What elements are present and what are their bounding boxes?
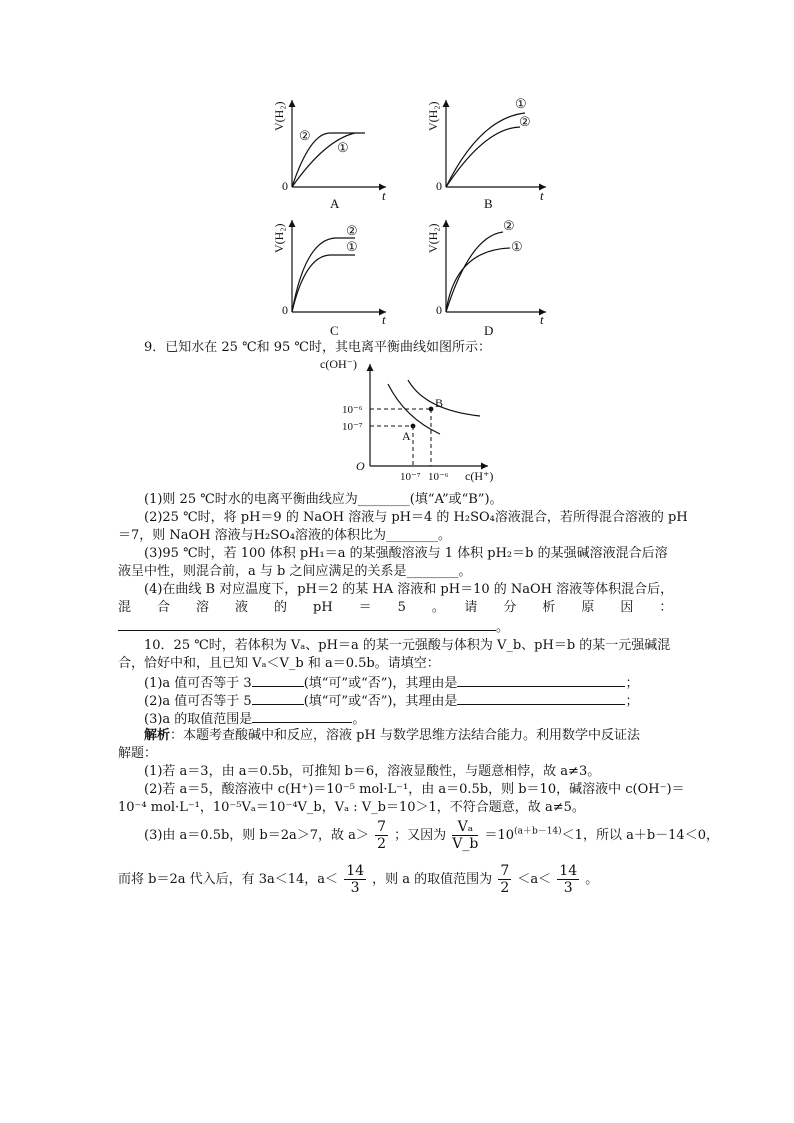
x-axis-label: t (382, 188, 386, 203)
q9-part4-answer-line: 。 (118, 617, 678, 637)
curve-2 (446, 127, 520, 187)
point-a-label: A (402, 429, 411, 443)
fraction-va-over-vb: $\frac{\text{Vₐ}}{V\_b}$ (452, 819, 479, 852)
answer-blank[interactable] (252, 673, 304, 687)
ionization-equilibrium-figure (0, 356, 794, 486)
panel-letter: B (484, 196, 493, 211)
fraction-7-over-2: $\frac{7}{2}$ (377, 819, 386, 852)
graph-panel-d (426, 218, 546, 338)
origin-label: 0 (282, 179, 288, 193)
x-axis-label: t (540, 188, 544, 203)
q9-part2-line1: (2)25 ℃时，将 pH＝9 的 NaOH 溶液与 pH＝4 的 H₂SO₄溶液混合，若所得混合溶液的 pH (144, 510, 688, 525)
curve-1-label: ① (511, 239, 523, 254)
reason-blank[interactable] (457, 691, 625, 705)
curve-1-label: ① (337, 140, 349, 155)
x-tick-low: 10⁻⁷ (400, 471, 421, 483)
point-a-marker (411, 424, 416, 429)
solution-step2-line2: 10⁻⁴ mol·L⁻¹，10⁻⁵Vₐ＝10⁻⁴V_b，Vₐ : V_b＝10＞1，不符合题意，故 a≠5。 (118, 800, 585, 815)
panel-letter: C (330, 323, 339, 338)
graph-panel-b (426, 96, 546, 211)
origin-label: 0 (436, 303, 442, 317)
analysis-label: 解析 (144, 728, 171, 743)
q9-part3-line1: (3)95 ℃时，若 100 体积 pH₁＝a 的某强酸溶液与 1 体积 pH₂＝b 的某强碱溶液混合后溶 (144, 546, 668, 561)
x-axis-label: t (540, 312, 544, 327)
q9-part4-line2: 混 合 溶 液 的 pH ＝ 5 。 请 分 析 原 因 ： (118, 600, 673, 615)
q9-part2-line2: ＝7，则 NaOH 溶液与H₂SO₄溶液的体积比为________。 (118, 528, 451, 543)
point-b-marker (429, 407, 434, 412)
x-tick-high: 10⁻⁶ (428, 471, 449, 483)
y-tick-high: 10⁻⁶ (342, 404, 363, 416)
solution-step2-line1: (2)若 a＝5，酸溶液中 c(H⁺)＝10⁻⁵ mol·L⁻¹，由 a＝0.5b，则 b＝10，碱溶液中 c(OH⁻)＝ (144, 782, 685, 797)
panel-letter: A (330, 196, 340, 211)
fraction-14-over-3: $\frac{14}{3}$ (559, 863, 578, 896)
x-axis-label: t (382, 312, 386, 327)
q9-stem: 9．已知水在 25 ℃和 95 ℃时，其电离平衡曲线如图所示： (144, 340, 491, 355)
panel-letter: D (484, 323, 494, 338)
y-axis-label: c(OH⁻) (320, 357, 357, 371)
origin-label: 0 (436, 179, 442, 193)
graph-panel-a (272, 100, 386, 211)
y-tick-low: 10⁻⁷ (342, 421, 363, 433)
curve-1 (292, 255, 355, 312)
solution-step3-line1: (3)由 a＝0.5b，则 b＝2a＞7，故 a＞ $\frac{7}{2}$ ；又因为 $\frac{\text{Vₐ}}{V\_b}$ $=10^{(a+b-14)}<1$，所以 a＋b－14＜0， (144, 819, 719, 852)
origin-label: 0 (282, 303, 288, 317)
answer-blank[interactable] (252, 709, 352, 723)
q10-stem-line2: 合，恰好中和，且已知 Vₐ＜V_b 和 a＝0.5b。请填空： (118, 656, 440, 671)
curve-2 (446, 232, 503, 312)
solution-step1: (1)若 a＝3，由 a＝0.5b，可推知 b＝6，溶液显酸性，与题意相悖，故 a≠3。 (144, 764, 601, 779)
answer-blank[interactable] (252, 691, 304, 705)
curve-1-label: ① (515, 96, 527, 111)
origin-label: O (356, 459, 365, 473)
q9-part1: (1)则 25 ℃时水的电离平衡曲线应为________(填“A”或“B”)。 (144, 492, 503, 507)
analysis-line2: 解题： (118, 746, 158, 761)
curve-1 (446, 248, 510, 312)
y-axis-label: V(H₂) (272, 101, 286, 131)
answer-blank[interactable] (118, 617, 496, 631)
curve-2-label: ② (519, 114, 531, 129)
fraction-14-over-3: $\frac{14}{3}$ (346, 863, 365, 896)
fraction-7-over-2: $\frac{7}{2}$ (500, 863, 510, 896)
solution-step3-line2: 而将 b＝2a 代入后，有 3a＜14，a＜ $\frac{14}{3}$ ，则 a 的取值范围为 $\frac{7}{2}$ ＜a＜ $\frac{14}{3}$ 。 (118, 863, 599, 896)
q9-part3-line2: 液呈中性，则混合前，a 与 b 之间应满足的关系是________。 (118, 564, 472, 579)
curve-2-label: ② (299, 128, 311, 143)
rate-graphs (0, 0, 794, 345)
y-axis-label: V(H₂) (426, 223, 440, 253)
point-b-label: B (435, 396, 444, 410)
q10-stem-line1: 10．25 ℃时，若体积为 Vₐ、pH＝a 的某一元强酸与体积为 V_b、pH＝b 的某一元强碱混 (144, 638, 671, 653)
analysis-line1: 解析：本题考查酸碱中和反应，溶液 pH 与数学思维方法结合能力。利用数学中反证法 (144, 728, 640, 743)
q10-part1: (1)a 值可否等于 3 (填“可”或“否”)，其理由是 ； (118, 673, 704, 693)
reason-blank[interactable] (457, 673, 625, 687)
q9-part4-line1: (4)在曲线 B 对应温度下，pH＝2 的某 HA 溶液和 pH＝10 的 NaOH 溶液等体积混合后， (144, 582, 674, 597)
curve-1-label: ① (346, 239, 358, 254)
curve-b (408, 380, 480, 416)
y-axis-label: V(H₂) (272, 223, 286, 253)
curve-1 (446, 113, 525, 187)
graph-panel-c (272, 220, 386, 338)
curve-2-label: ② (503, 218, 515, 233)
curve-2-label: ② (346, 223, 358, 238)
y-axis-label: V(H₂) (426, 101, 440, 131)
x-axis-label: c(H⁺) (465, 469, 494, 483)
q10-part3: (3)a 的取值范围是 。 (118, 709, 704, 729)
q10-part2: (2)a 值可否等于 5 (填“可”或“否”)，其理由是 ； (118, 691, 704, 711)
